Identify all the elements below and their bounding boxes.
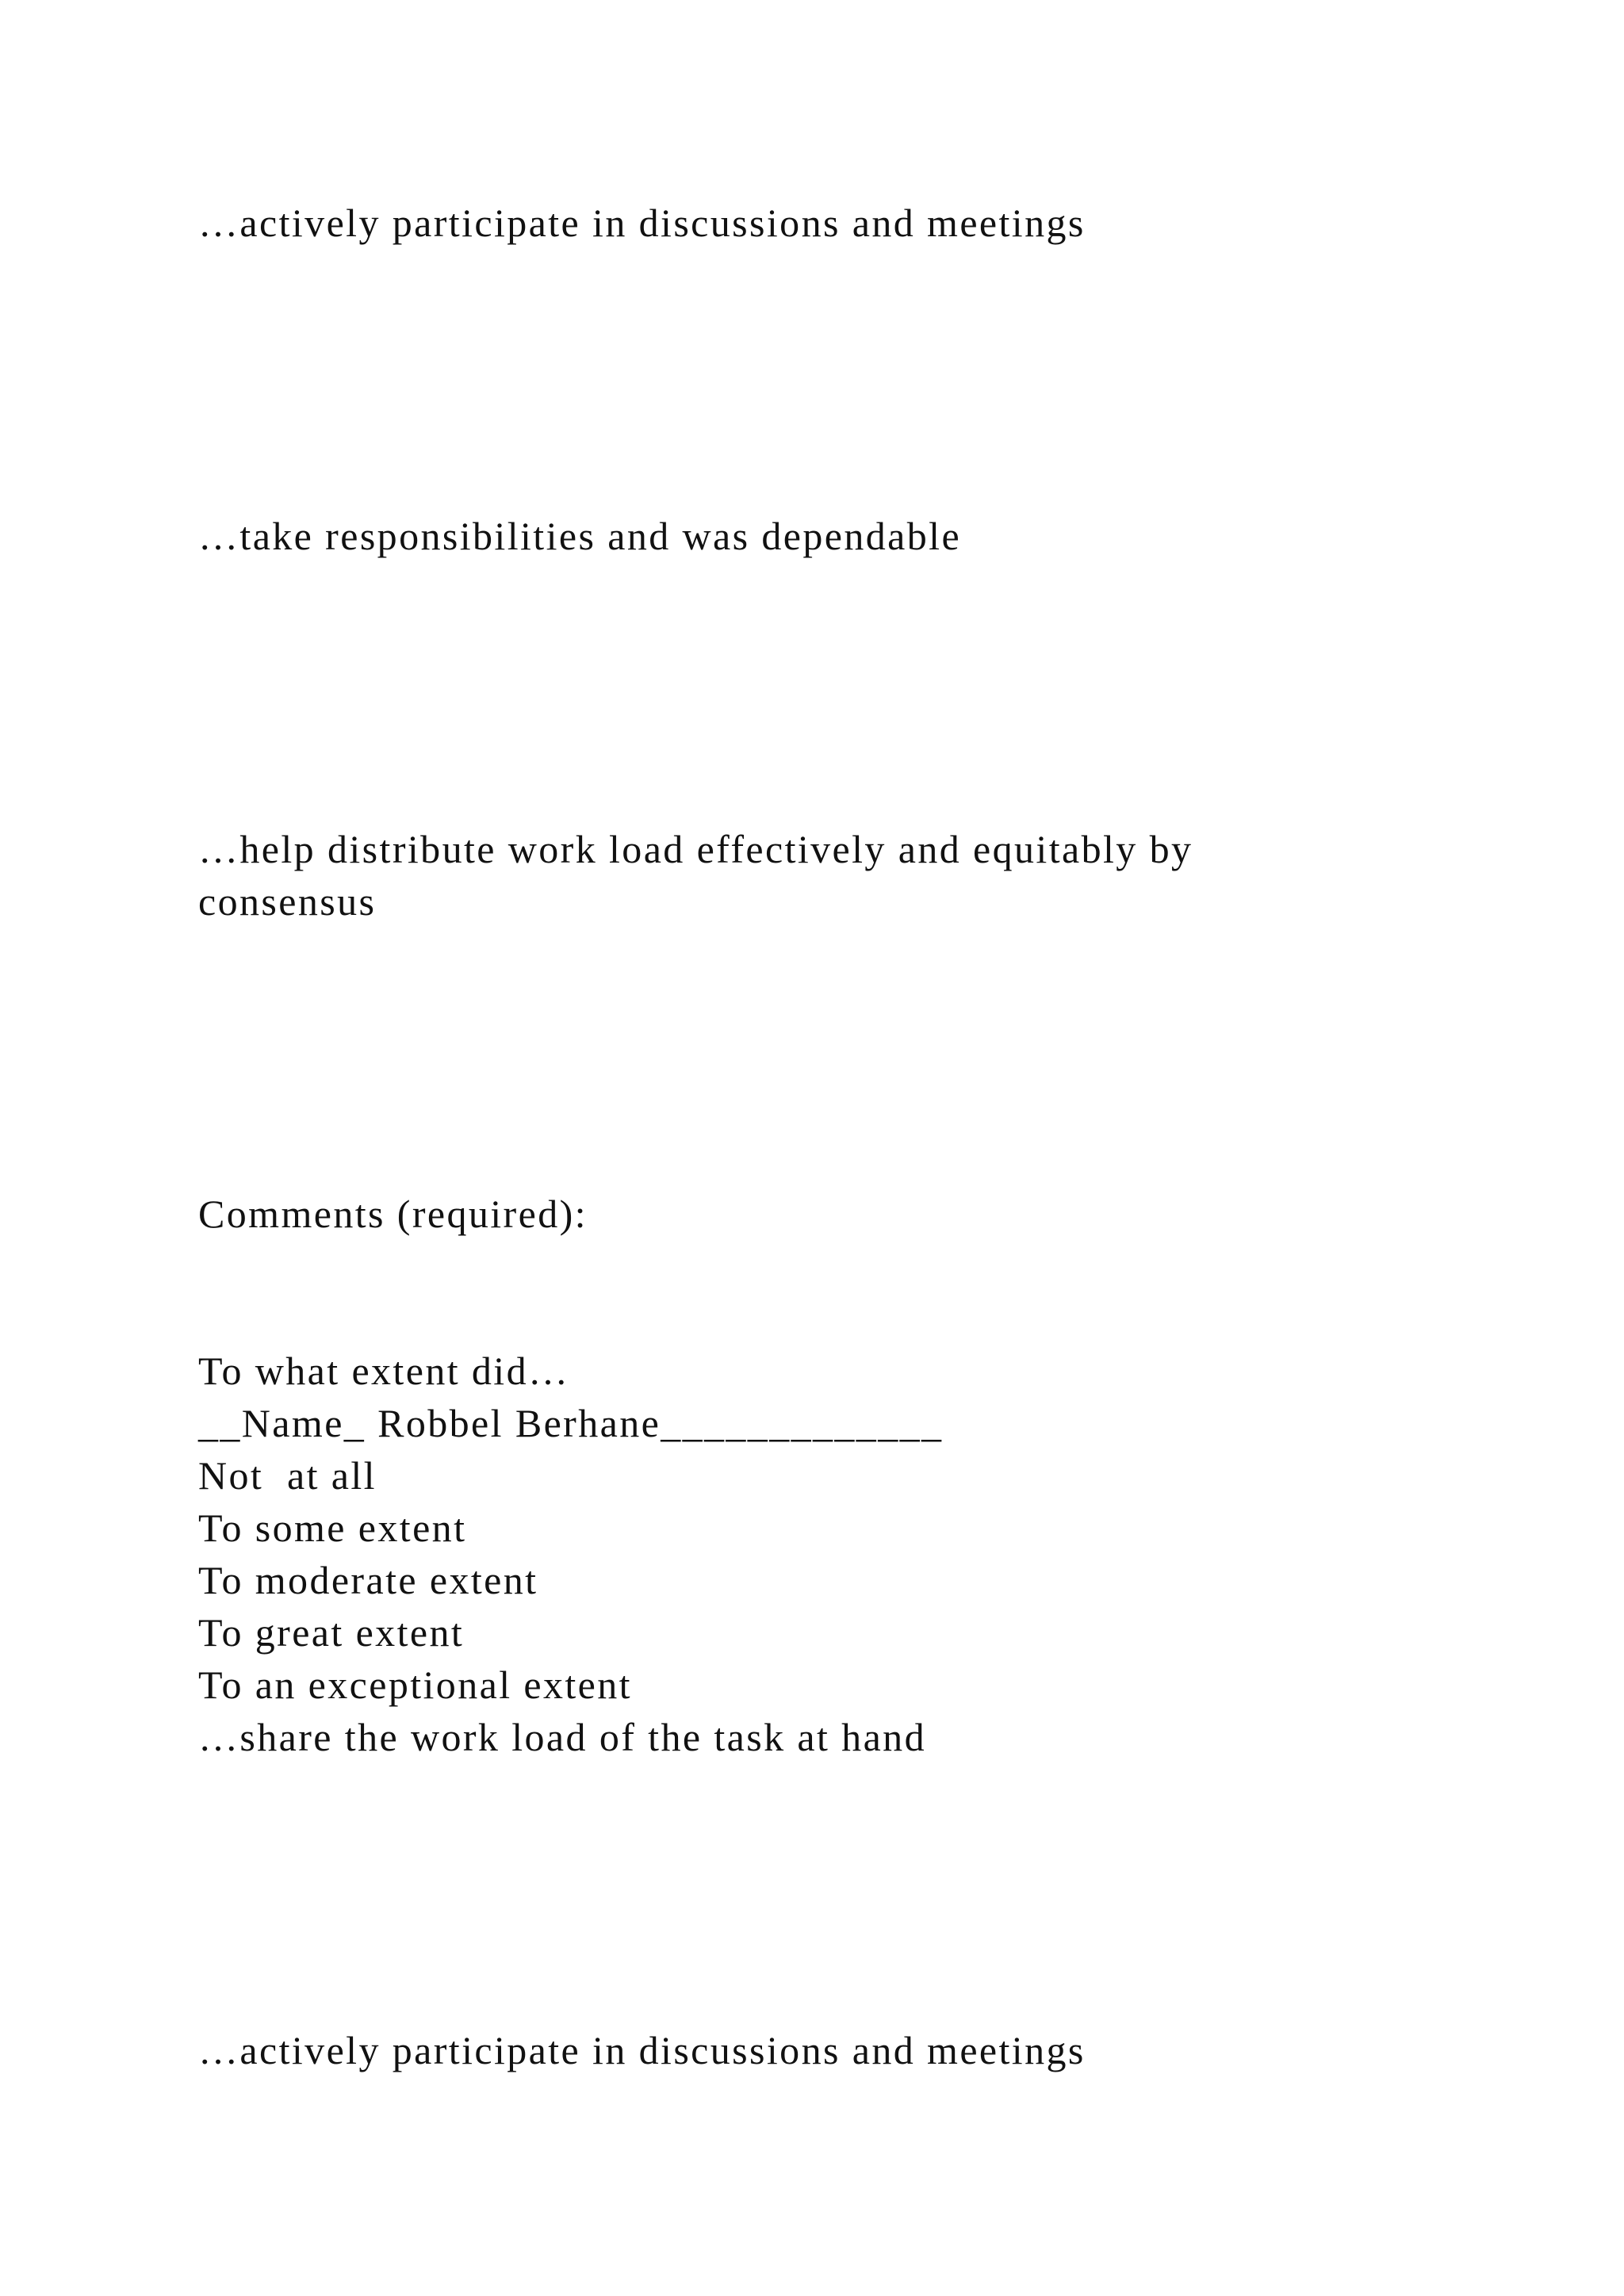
scale-option-exceptional-extent: To an exceptional extent: [198, 1663, 632, 1707]
scale-option-not-at-all: Not at all: [198, 1453, 377, 1498]
evaluation-prompt: To what extent did…: [198, 1349, 570, 1393]
scale-option-some-extent: To some extent: [198, 1506, 467, 1550]
scale-option-great-extent: To great extent: [198, 1610, 465, 1655]
scale-option-moderate-extent: To moderate extent: [198, 1558, 538, 1602]
comments-label: Comments (required):: [198, 1192, 588, 1236]
name-line: __Name_ Robbel Berhane_____________: [198, 1401, 944, 1445]
criterion-responsibility: …take responsibilities and was dependable: [198, 514, 962, 558]
criterion-distribute-workload: …help distribute work load effectively and equitably by: [198, 827, 1193, 871]
criterion-participate-repeat: …actively participate in discussions and meetings: [198, 2028, 1086, 2072]
criterion-share-workload: …share the work load of the task at hand: [198, 1715, 926, 1759]
criterion-distribute-workload-continued: consensus: [198, 879, 377, 924]
criterion-participate: …actively participate in discussions and meetings: [198, 201, 1086, 245]
